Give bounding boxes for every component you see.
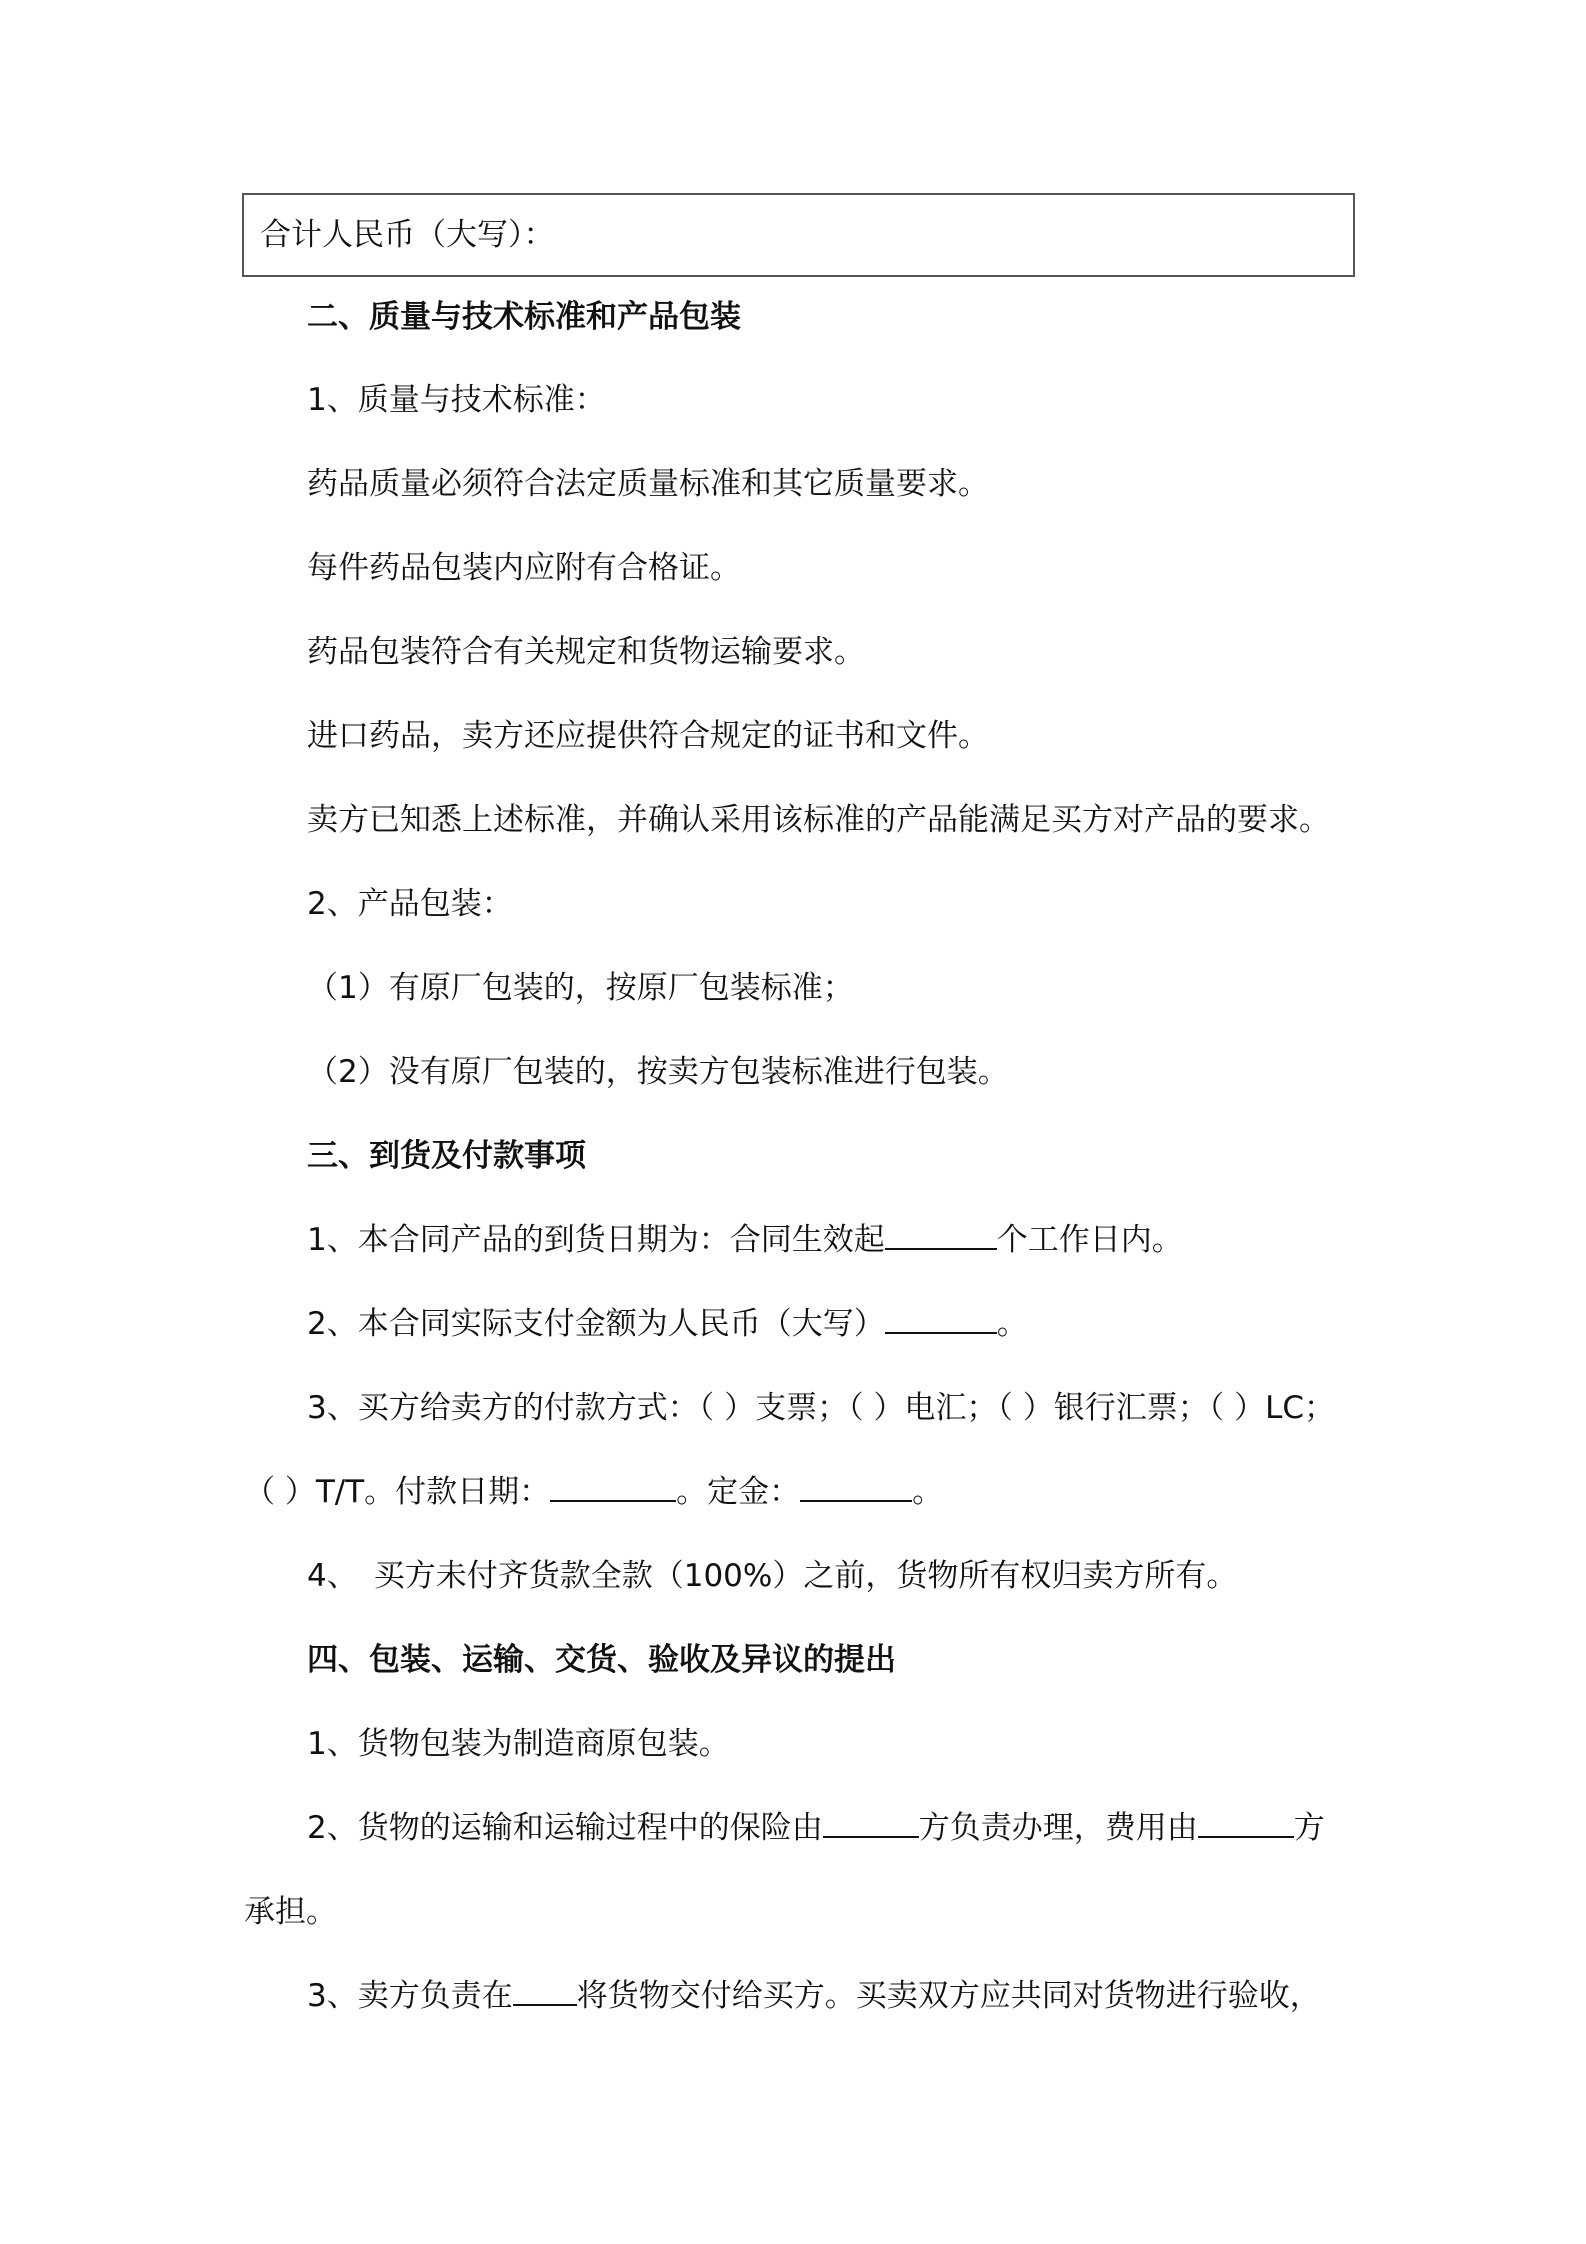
- section2-paragraph-4: 进口药品，卖方还应提供符合规定的证书和文件。: [307, 718, 989, 754]
- cost-party-blank[interactable]: [1198, 1806, 1294, 1838]
- section3-clause-1: [307, 1218, 1183, 1262]
- payment-amount-blank[interactable]: [885, 1302, 997, 1334]
- section3-clause-3-text-a: （ ）T/T。付款日期：: [244, 1474, 551, 1510]
- section4-clause-3-text-b: 将货物交付给买方。买卖双方应共同对货物进行验收，: [576, 1978, 1321, 2014]
- section3-clause-4: [307, 1554, 1237, 1598]
- section2-item-1: （1）有原厂包装的，按原厂包装标准；: [307, 970, 854, 1006]
- total-amount-box: [242, 193, 1355, 277]
- section3-clause-4-text: 买方未付齐货款全款（100%）之前，货物所有权归卖方所有。: [373, 1558, 1238, 1594]
- delivery-place-blank[interactable]: [513, 1974, 577, 2006]
- section3-clause-1-text-after: 个工作日内。: [996, 1222, 1183, 1258]
- section4-heading: 四、包装、运输、交货、验收及异议的提出: [307, 1642, 896, 1678]
- section2-paragraph-1: 药品质量必须符合法定质量标准和其它质量要求。: [307, 466, 989, 502]
- section4-clause-1: 1、货物包装为制造商原包装。: [307, 1726, 730, 1762]
- section4-clause-2-text-a: 2、货物的运输和运输过程中的保险由: [307, 1810, 823, 1846]
- section3-clause-3-line-1: 3、买方给卖方的付款方式：（ ）支票；（ ）电汇；（ ）银行汇票；（ ）LC；: [307, 1390, 1336, 1426]
- section2-paragraph-2: 每件药品包装内应附有合格证。: [307, 550, 741, 586]
- section4-clause-2-continuation: 承担。: [244, 1894, 337, 1930]
- payment-date-blank[interactable]: [550, 1470, 676, 1502]
- section3-clause-1-text-before: 1、本合同产品的到货日期为：合同生效起: [307, 1222, 885, 1258]
- section4-clause-3: [307, 1974, 1321, 2018]
- total-amount-label: 合计人民币（大写）：: [260, 217, 555, 253]
- section3-clause-3-text-b: 。定金：: [676, 1474, 801, 1510]
- section4-clause-2-text-b: 方负责办理，费用由: [918, 1810, 1198, 1846]
- delivery-days-blank[interactable]: [885, 1218, 997, 1250]
- insurance-party-blank[interactable]: [823, 1806, 919, 1838]
- section4-clause-2-text-c: 方: [1293, 1810, 1325, 1846]
- deposit-blank[interactable]: [800, 1470, 912, 1502]
- section3-clause-2: [307, 1302, 1028, 1346]
- section2-heading: 二、质量与技术标准和产品包装: [307, 299, 741, 335]
- section2-paragraph-3: 药品包装符合有关规定和货物运输要求。: [307, 634, 865, 670]
- section2-item-2: （2）没有原厂包装的，按卖方包装标准进行包装。: [307, 1054, 1009, 1090]
- section2-sub2: 2、产品包装：: [307, 886, 513, 922]
- section2-paragraph-5: 卖方已知悉上述标准，并确认采用该标准的产品能满足买方对产品的要求。: [307, 802, 1330, 838]
- section3-clause-3-text-c: 。: [912, 1474, 944, 1510]
- section3-heading: 三、到货及付款事项: [307, 1138, 586, 1174]
- section4-clause-3-text-a: 3、卖方负责在: [307, 1978, 513, 2014]
- section3-clause-2-text-before: 2、本合同实际支付金额为人民币（大写）: [307, 1306, 885, 1342]
- section4-clause-2: [307, 1806, 1325, 1850]
- section3-clause-3-line-2: [244, 1470, 943, 1514]
- section2-sub1: 1、质量与技术标准：: [307, 382, 606, 418]
- section3-clause-4-number: 4、: [307, 1558, 358, 1594]
- section3-clause-2-text-after: 。: [996, 1306, 1028, 1342]
